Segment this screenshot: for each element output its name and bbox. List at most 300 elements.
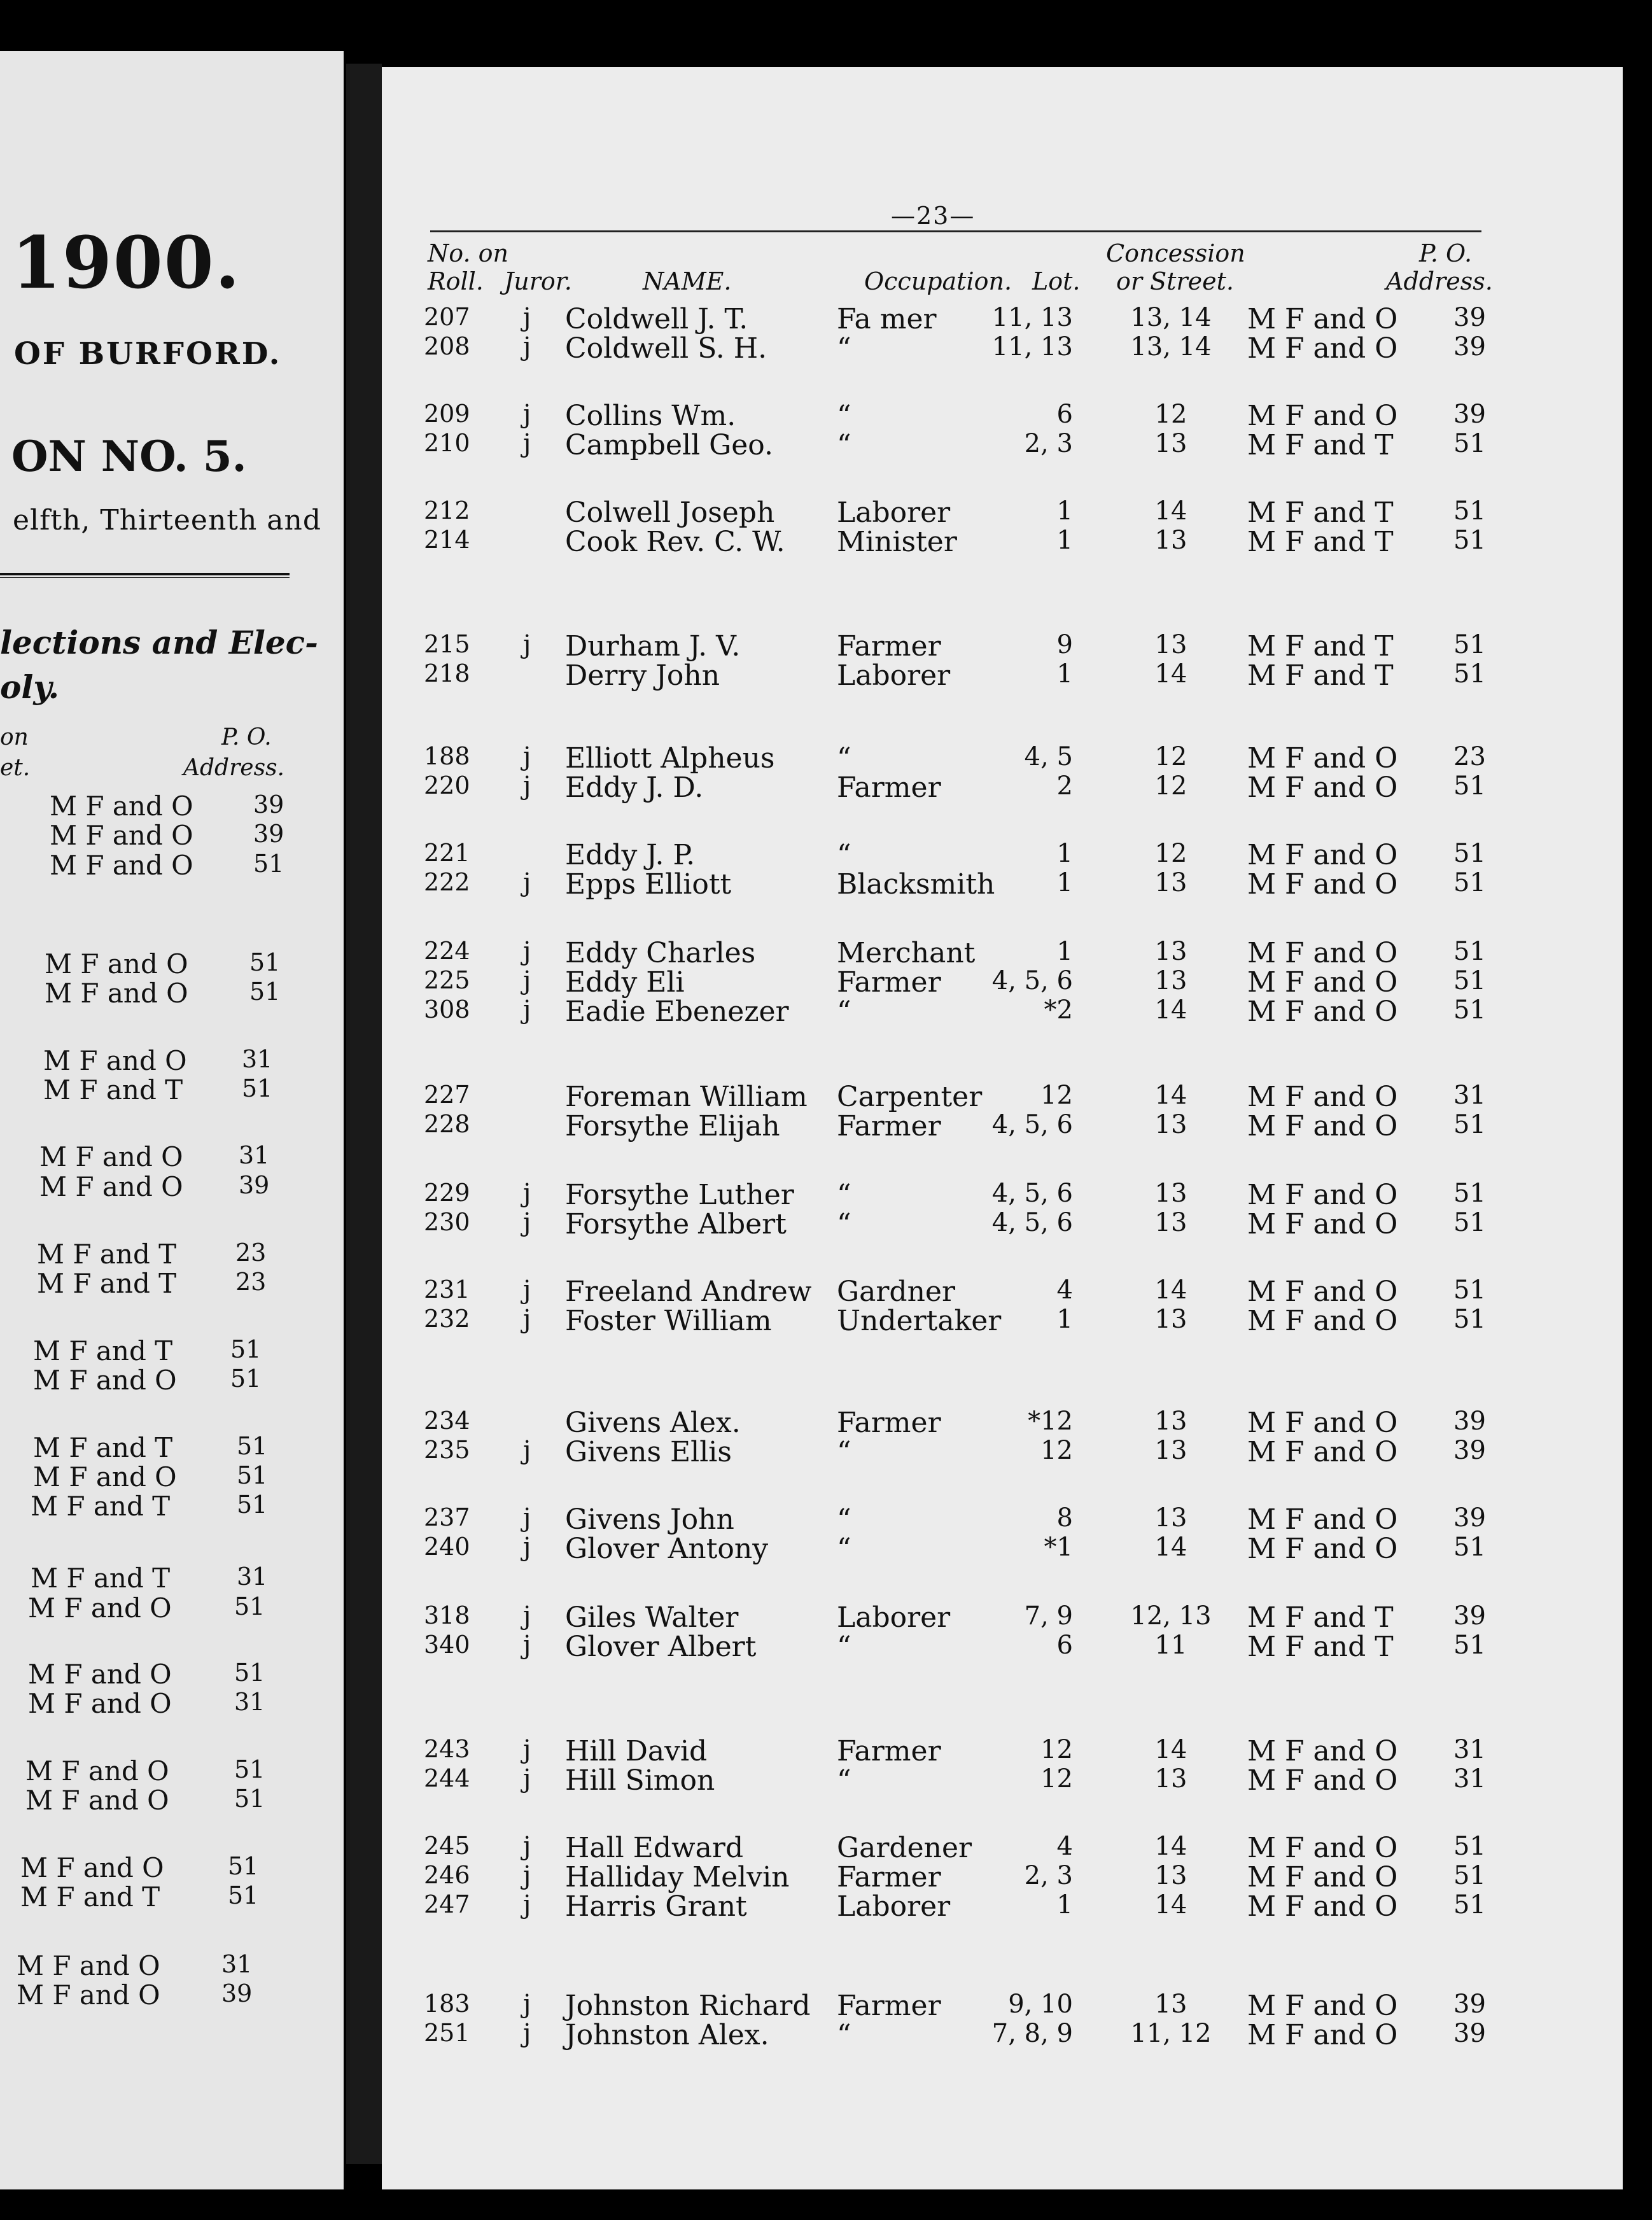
voter-name: Glover Albert — [565, 1631, 757, 1663]
left-header-con-line2: et. — [0, 755, 31, 781]
left-row-po: 51 — [242, 1074, 273, 1102]
voter-name: Givens Ellis — [565, 1436, 732, 1468]
roll-number: 228 — [424, 1110, 470, 1138]
po-address: 51 — [1453, 868, 1486, 897]
roll-number: 222 — [424, 868, 470, 896]
left-row-po: 51 — [230, 1335, 262, 1363]
voter-name: Collins Wm. — [565, 400, 736, 432]
lot: 2, 3 — [1024, 1861, 1073, 1890]
roll-number: 244 — [424, 1764, 470, 1792]
concession: 13 — [1154, 1208, 1187, 1237]
lot: 7, 8, 9 — [991, 2019, 1073, 2048]
occupation: Minister — [837, 526, 957, 558]
left-row-status: M F and O — [17, 1979, 160, 2011]
concession: 14 — [1154, 1735, 1187, 1764]
roll-number: 215 — [424, 630, 470, 658]
voter-name: Foster William — [565, 1305, 772, 1337]
lot: 1 — [1056, 1305, 1073, 1334]
juror-mark: j — [523, 937, 531, 966]
roll-number: 221 — [424, 839, 470, 867]
left-row-po: 51 — [237, 1491, 268, 1519]
juror-mark: j — [523, 630, 531, 659]
occupation: “ — [837, 995, 851, 1028]
juror-mark: j — [523, 332, 531, 362]
concession: 13 — [1154, 1990, 1187, 2019]
voter-name: Cook Rev. C. W. — [565, 526, 785, 558]
status: M F and O — [1247, 303, 1398, 335]
left-row-status: M F and O — [28, 1688, 172, 1719]
status: M F and T — [1247, 429, 1394, 461]
voter-row — [0, 771, 1652, 803]
occupation: Farmer — [837, 1990, 941, 2022]
lot: 4 — [1056, 1832, 1073, 1861]
voter-name: Coldwell S. H. — [565, 332, 767, 365]
lot: 12 — [1040, 1735, 1073, 1764]
roll-number: 237 — [424, 1503, 470, 1531]
left-row-po: 39 — [221, 1979, 253, 2007]
left-row-status: M F and T — [31, 1563, 171, 1594]
status: M F and O — [1247, 1081, 1398, 1113]
status: M F and O — [1247, 742, 1398, 775]
juror-mark: j — [523, 429, 531, 458]
status: M F and O — [1247, 400, 1398, 432]
occupation: Laborer — [837, 496, 951, 529]
lot: 2, 3 — [1024, 429, 1073, 458]
status: M F and T — [1247, 659, 1394, 692]
lot: 7, 9 — [1024, 1601, 1073, 1631]
lot: 1 — [1056, 839, 1073, 868]
occupation: Undertaker — [837, 1305, 1002, 1337]
left-row-po: 31 — [242, 1045, 273, 1073]
po-address: 51 — [1453, 1110, 1486, 1139]
header-lot: Lot. — [1032, 267, 1081, 295]
occupation: Farmer — [837, 1110, 941, 1142]
po-address: 51 — [1453, 1861, 1486, 1890]
juror-mark: j — [523, 1631, 531, 1660]
lot: 2 — [1056, 771, 1073, 801]
concession: 13 — [1154, 1764, 1187, 1794]
po-address: 39 — [1453, 1436, 1486, 1465]
po-address: 51 — [1453, 1275, 1486, 1305]
voter-row — [0, 400, 1652, 432]
header-no-on-roll-line2: Roll. — [428, 267, 484, 295]
concession: 14 — [1154, 1890, 1187, 1920]
occupation: Fa mer — [837, 303, 937, 335]
voter-row — [0, 526, 1652, 558]
concession: 13 — [1154, 1503, 1187, 1533]
po-address: 39 — [1453, 1407, 1486, 1436]
voter-name: Eddy J. P. — [565, 839, 696, 871]
voter-name: Epps Elliott — [565, 868, 732, 901]
voter-name: Eadie Ebenezer — [565, 995, 789, 1028]
voter-name: Hill Simon — [565, 1764, 715, 1797]
concession: 13, 14 — [1130, 303, 1212, 332]
po-address: 51 — [1453, 771, 1486, 801]
roll-number: 210 — [424, 429, 470, 457]
voter-row — [0, 966, 1652, 998]
roll-number: 231 — [424, 1275, 470, 1303]
juror-mark: j — [523, 1764, 531, 1794]
juror-mark: j — [523, 2019, 531, 2048]
voter-row — [0, 1533, 1652, 1564]
voter-name: Forsythe Albert — [565, 1208, 787, 1240]
lot: *12 — [1028, 1407, 1073, 1436]
lot: 1 — [1056, 659, 1073, 689]
lot: 1 — [1056, 496, 1073, 526]
lot: *2 — [1044, 995, 1073, 1025]
juror-mark: j — [523, 1275, 531, 1305]
left-row-po: 31 — [221, 1950, 253, 1978]
left-row — [0, 1688, 290, 1718]
lot: 1 — [1056, 1890, 1073, 1920]
left-row — [0, 1659, 290, 1689]
concession: 12 — [1154, 771, 1187, 801]
voter-row — [0, 1861, 1652, 1893]
left-row — [0, 1563, 290, 1593]
left-row-status: M F and O — [45, 978, 188, 1009]
roll-number: 227 — [424, 1081, 470, 1109]
left-row-po: 51 — [249, 978, 281, 1006]
occupation: “ — [837, 1764, 851, 1797]
status: M F and O — [1247, 995, 1398, 1028]
roll-number: 214 — [424, 526, 470, 554]
status: M F and O — [1247, 1436, 1398, 1468]
voter-row — [0, 1208, 1652, 1240]
left-row-po: 51 — [230, 1365, 262, 1393]
left-header-po-line1: P. O. — [221, 724, 272, 750]
roll-number: 247 — [424, 1890, 470, 1918]
left-row-po: 51 — [237, 1461, 268, 1489]
roll-number: 218 — [424, 659, 470, 687]
occupation: “ — [837, 2019, 851, 2051]
concession: 14 — [1154, 995, 1187, 1025]
voter-name: Forsythe Luther — [565, 1179, 794, 1211]
concession: 12 — [1154, 742, 1187, 771]
left-row-status: M F and T — [37, 1239, 177, 1270]
po-address: 39 — [1453, 400, 1486, 429]
voter-row — [0, 1832, 1652, 1864]
voter-name: Hill David — [565, 1735, 708, 1767]
voter-name: Elliott Alpheus — [565, 742, 775, 775]
voter-name: Halliday Melvin — [565, 1861, 790, 1893]
status: M F and O — [1247, 937, 1398, 969]
voter-row — [0, 332, 1652, 364]
po-address: 51 — [1453, 1533, 1486, 1562]
left-row-po: 51 — [249, 948, 281, 976]
voter-row — [0, 1503, 1652, 1535]
left-row-status: M F and O — [50, 790, 193, 822]
po-address: 51 — [1453, 496, 1486, 526]
status: M F and O — [1247, 966, 1398, 999]
po-address: 39 — [1453, 1990, 1486, 2019]
status: M F and O — [1247, 1305, 1398, 1337]
left-row-status: M F and T — [31, 1491, 171, 1522]
occupation: Carpenter — [837, 1081, 983, 1113]
left-page-note-line2: oly. — [0, 668, 60, 706]
concession: 12 — [1154, 839, 1187, 868]
concession: 13 — [1154, 526, 1187, 555]
header-concession-line2: or Street. — [1116, 267, 1234, 295]
voter-name: Hall Edward — [565, 1832, 744, 1864]
roll-number: 243 — [424, 1735, 470, 1763]
juror-mark: j — [523, 868, 531, 897]
header-occupation: Occupation. — [864, 267, 1012, 295]
occupation: “ — [837, 1503, 851, 1536]
juror-mark: j — [523, 1735, 531, 1764]
status: M F and O — [1247, 1861, 1398, 1893]
left-row-po: 51 — [234, 1785, 265, 1813]
page-number: —23— — [891, 202, 976, 230]
roll-number: 230 — [424, 1208, 470, 1236]
occupation: “ — [837, 742, 851, 775]
concession: 13 — [1154, 429, 1187, 458]
po-address: 51 — [1453, 995, 1486, 1025]
header-po-line2: Address. — [1386, 267, 1493, 295]
occupation: Merchant — [837, 937, 976, 969]
status: M F and O — [1247, 1533, 1398, 1565]
voter-row — [0, 2019, 1652, 2051]
voter-name: Campbell Geo. — [565, 429, 774, 461]
roll-number: 251 — [424, 2019, 470, 2047]
po-address: 51 — [1453, 526, 1486, 555]
occupation: “ — [837, 1436, 851, 1468]
voter-row — [0, 839, 1652, 871]
po-address: 51 — [1453, 937, 1486, 966]
left-row-po: 23 — [235, 1268, 267, 1296]
voter-name: Giles Walter — [565, 1601, 739, 1634]
voter-row — [0, 1110, 1652, 1142]
concession: 14 — [1154, 1533, 1187, 1562]
occupation: “ — [837, 1533, 851, 1565]
header-no-on-roll-line1: No. on — [428, 239, 508, 267]
occupation: Laborer — [837, 1601, 951, 1634]
status: M F and O — [1247, 1764, 1398, 1797]
po-address: 51 — [1453, 630, 1486, 659]
concession: 13 — [1154, 966, 1187, 995]
concession: 13 — [1154, 868, 1187, 897]
left-page-subtitle: elfth, Thirteenth and — [13, 504, 322, 537]
concession: 13 — [1154, 1436, 1187, 1465]
header-name: NAME. — [643, 267, 732, 295]
left-row-po: 31 — [234, 1688, 265, 1716]
status: M F and O — [1247, 1179, 1398, 1211]
left-row-po: 31 — [237, 1563, 268, 1591]
occupation: Farmer — [837, 771, 941, 804]
roll-number: 229 — [424, 1179, 470, 1207]
voter-name: Eddy Charles — [565, 937, 756, 969]
voter-row — [0, 659, 1652, 691]
left-row-status: M F and O — [43, 1045, 187, 1076]
roll-number: 188 — [424, 742, 470, 770]
po-address: 51 — [1453, 1179, 1486, 1208]
status: M F and T — [1247, 526, 1394, 558]
lot: 1 — [1056, 868, 1073, 897]
status: M F and T — [1247, 1601, 1394, 1634]
status: M F and O — [1247, 1735, 1398, 1767]
left-row — [0, 1141, 290, 1172]
voter-row — [0, 742, 1652, 774]
status: M F and O — [1247, 1110, 1398, 1142]
juror-mark: j — [523, 1305, 531, 1334]
left-row-po: 39 — [239, 1171, 270, 1199]
left-row-status: M F and O — [28, 1659, 172, 1690]
juror-mark: j — [523, 1990, 531, 2019]
left-row-status: M F and O — [25, 1785, 169, 1816]
voter-row — [0, 303, 1652, 335]
header-po-line1: P. O. — [1419, 239, 1473, 267]
status: M F and O — [1247, 1208, 1398, 1240]
concession: 13 — [1154, 1861, 1187, 1890]
voter-row — [0, 1735, 1652, 1767]
lot: 12 — [1040, 1081, 1073, 1110]
occupation: “ — [837, 1208, 851, 1240]
status: M F and O — [1247, 1890, 1398, 1923]
voter-row — [0, 1601, 1652, 1633]
po-address: 31 — [1453, 1764, 1486, 1794]
status: M F and O — [1247, 1990, 1398, 2022]
occupation: Farmer — [837, 630, 941, 663]
concession: 13 — [1154, 630, 1187, 659]
status: M F and O — [1247, 1503, 1398, 1536]
juror-mark: j — [523, 1179, 531, 1208]
voter-row — [0, 1990, 1652, 2021]
voter-row — [0, 868, 1652, 900]
left-row-po: 51 — [228, 1852, 259, 1880]
left-header-con-line1: on — [0, 724, 29, 750]
roll-number: 245 — [424, 1832, 470, 1860]
juror-mark: j — [523, 1832, 531, 1861]
lot: 12 — [1040, 1764, 1073, 1794]
occupation: Farmer — [837, 1735, 941, 1767]
lot: 1 — [1056, 937, 1073, 966]
status: M F and O — [1247, 332, 1398, 365]
left-row-po: 51 — [234, 1592, 265, 1620]
status: M F and O — [1247, 868, 1398, 901]
roll-number: 308 — [424, 995, 470, 1023]
left-row-status: M F and T — [43, 1074, 183, 1106]
voter-name: Glover Antony — [565, 1533, 769, 1565]
lot: 1 — [1056, 526, 1073, 555]
concession: 12, 13 — [1130, 1601, 1212, 1631]
voter-name: Eddy Eli — [565, 966, 685, 999]
concession: 13 — [1154, 1110, 1187, 1139]
left-row-po: 39 — [253, 790, 284, 818]
left-row-po: 51 — [253, 850, 284, 878]
po-address: 39 — [1453, 1503, 1486, 1533]
status: M F and O — [1247, 1275, 1398, 1308]
left-row-status: M F and O — [33, 1365, 177, 1396]
concession: 13 — [1154, 1407, 1187, 1436]
header-concession-line1: Concession — [1106, 239, 1245, 267]
left-row-status: M F and O — [50, 820, 193, 851]
left-row-status: M F and O — [20, 1852, 164, 1883]
voter-row — [0, 630, 1652, 662]
roll-number: 220 — [424, 771, 470, 799]
voter-name: Forsythe Elijah — [565, 1110, 780, 1142]
lot: *1 — [1044, 1533, 1073, 1562]
juror-mark: j — [523, 1533, 531, 1562]
roll-number: 232 — [424, 1305, 470, 1333]
left-row-po: 51 — [234, 1755, 265, 1783]
voter-row — [0, 496, 1652, 528]
status: M F and T — [1247, 630, 1394, 663]
concession: 12 — [1154, 400, 1187, 429]
left-page-note-line1: lections and Elec- — [0, 624, 318, 661]
concession: 14 — [1154, 1081, 1187, 1110]
occupation: “ — [837, 332, 851, 365]
voter-name: Colwell Joseph — [565, 496, 775, 529]
left-row — [0, 1239, 290, 1269]
lot: 4, 5, 6 — [991, 1208, 1073, 1237]
left-row-status: M F and O — [28, 1592, 172, 1624]
voter-row — [0, 1436, 1652, 1468]
po-address: 39 — [1453, 2019, 1486, 2048]
left-page-year: 1900. — [11, 221, 241, 305]
juror-mark: j — [523, 995, 531, 1025]
left-row-status: M F and O — [39, 1141, 183, 1172]
occupation: Gardner — [837, 1275, 955, 1308]
po-address: 51 — [1453, 839, 1486, 868]
po-address: 51 — [1453, 1208, 1486, 1237]
juror-mark: j — [523, 400, 531, 429]
occupation: Farmer — [837, 966, 941, 999]
concession: 13 — [1154, 937, 1187, 966]
concession: 13, 14 — [1130, 332, 1212, 362]
roll-number: 318 — [424, 1601, 470, 1629]
left-header-po-line2: Address. — [183, 755, 284, 781]
left-row-status: M F and T — [33, 1335, 173, 1366]
voter-name: Durham J. V. — [565, 630, 741, 663]
roll-number: 340 — [424, 1631, 470, 1659]
left-row — [0, 1335, 290, 1366]
left-page-rule — [0, 573, 290, 578]
lot: 6 — [1056, 400, 1073, 429]
left-page-title: OF BURFORD. — [14, 336, 282, 372]
juror-mark: j — [523, 1436, 531, 1465]
concession: 14 — [1154, 1832, 1187, 1861]
occupation: “ — [837, 400, 851, 432]
left-row-po: 51 — [237, 1432, 268, 1460]
left-row-status: M F and O — [33, 1461, 177, 1493]
left-row-status: M F and T — [37, 1268, 177, 1299]
left-row — [0, 1045, 290, 1076]
header-juror: Juror. — [504, 267, 572, 295]
voter-name: Foreman William — [565, 1081, 808, 1113]
juror-mark: j — [523, 303, 531, 332]
lot: 4, 5, 6 — [991, 1179, 1073, 1208]
lot: 4, 5, 6 — [991, 1110, 1073, 1139]
occupation: Farmer — [837, 1407, 941, 1439]
lot: 11, 13 — [991, 332, 1073, 362]
voter-row — [0, 1179, 1652, 1211]
left-row-status: M F and T — [20, 1881, 160, 1913]
juror-mark: j — [523, 742, 531, 771]
left-row-po: 39 — [253, 820, 284, 848]
lot: 9 — [1056, 630, 1073, 659]
po-address: 51 — [1453, 1631, 1486, 1660]
roll-number: 212 — [424, 496, 470, 524]
left-row-status: M F and O — [17, 1950, 160, 1981]
roll-number: 235 — [424, 1436, 470, 1464]
juror-mark: j — [523, 1890, 531, 1920]
roll-number: 183 — [424, 1990, 470, 2018]
roll-number: 225 — [424, 966, 470, 994]
roll-number: 234 — [424, 1407, 470, 1435]
voter-name: Eddy J. D. — [565, 771, 704, 804]
lot: 4 — [1056, 1275, 1073, 1305]
roll-number: 207 — [424, 303, 470, 331]
status: M F and T — [1247, 496, 1394, 529]
